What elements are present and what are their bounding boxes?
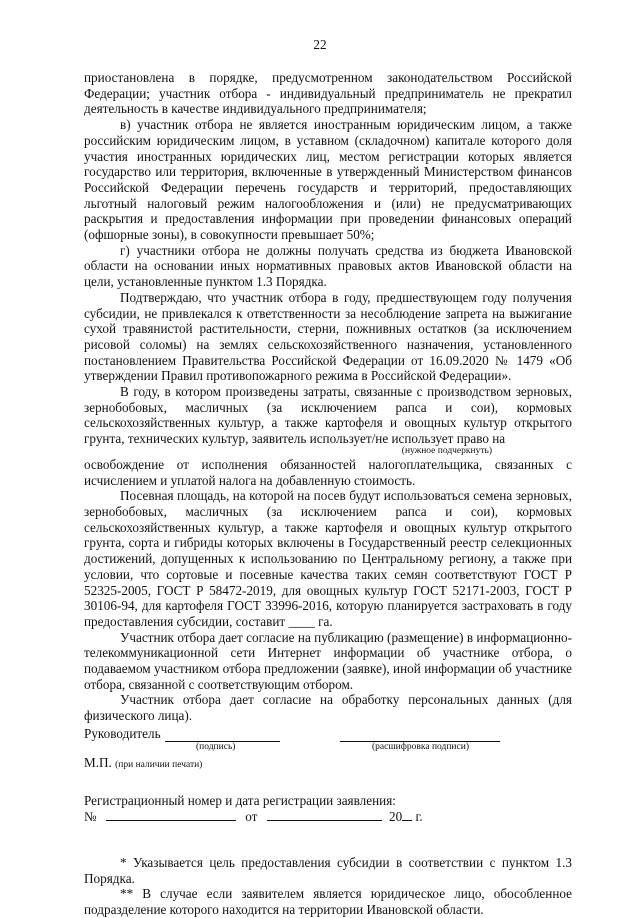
name-decode-line xyxy=(340,729,500,742)
paragraph-5-continued: освобождение от исполнения обязанностей налогоплательщика, связанных с исчислением и уплатой налога на добавленную стоимость. xyxy=(84,456,572,488)
page-number: 22 xyxy=(313,37,327,52)
registration-number-prefix: № xyxy=(84,809,97,825)
paragraph-8: Участник отбора дает согласие на обработку персональных данных (для физического лица). xyxy=(84,692,572,724)
underline-note: (нужное подчеркнуть) xyxy=(401,445,492,456)
seal-label: М.П. xyxy=(84,754,112,770)
signature-row xyxy=(84,726,572,742)
paragraph-2: в) участник отбора не является иностранным юридическим лицом, а также российским юридическим лицом, в уставном (складочном) капитале которого доля участия иностранных юридических лиц, местом регистрации которых является государство или территория, включенные в утвержденный Министерством финансов Российской Федерации перечень государств и территорий, предоставляющих льготный налоговый режим налогообложения и (или) не предусматривающих раскрытия и предоставления информации при проведении финансовых операций (офшорные зоны), в совокупности превышает 50%; xyxy=(84,117,572,243)
paragraph-7: Участник отбора дает согласие на публикацию (размещение) в информационно-телекоммуникационной сети Интернет информации об участнике отбора, о подаваемом участником отбора предложении (заявке), иной информации об участнике отбора, связанной с соответствующим отбором. xyxy=(84,629,572,692)
registration-title: Регистрационный номер и дата регистрации заявления: xyxy=(84,792,396,808)
document-body xyxy=(84,70,572,918)
registration-number-field xyxy=(106,808,236,821)
signature-captions xyxy=(84,742,572,754)
footnote-2: ** В случае если заявителем является юридическое лицо, обособленное подразделение которого находится на территории Ивановской области. xyxy=(84,886,572,918)
registration-line xyxy=(84,808,572,825)
registration-year-prefix: 20 xyxy=(388,809,403,825)
registration-year-field xyxy=(402,808,412,821)
seal-line xyxy=(84,755,572,771)
paragraph-4: Подтверждаю, что участник отбора в году, предшествующем году получения субсидии, не привлекался к ответственности за несоблюдение запрета на выжигание сухой травянистой растительности, стерни, пожнивных остатков (за исключением рисовой соломы) на землях сельскохозяйственного назначения, установленного постановлением Правительства Российской Федерации от 16.09.2020 № 1479 «Об утверждении Правил противопожарного режима в Российской Федерации». xyxy=(84,289,572,384)
decode-caption: (расшифровка подписи) xyxy=(372,741,469,752)
paragraph-6: Посевная площадь, на которой на посев будут использоваться семена зерновых, зернобобовых, масличных (за исключением рапса и сои), кормовых сельскохозяйственных культур, а также картофеля и овощных культур открытого грунта, сорта и гибриды которых включены в Государственный реестр селекционных достижений, допущенных к использованию по Центральному региону, а также при условии, что сортовые и посевные качества таких семян соответствуют ГОСТ Р 52325-2005, ГОСТ Р 58472-2019, для овощных культур ГОСТ 52171-2003, ГОСТ Р 30106-94, для картофеля ГОСТ 33996-2016, которую планируется застраховать в году предоставления субсидии, составит ____ га. xyxy=(84,488,572,629)
registration-from: от xyxy=(245,809,258,825)
registration-year-suffix: г. xyxy=(415,809,423,825)
sign-caption: (подпись) xyxy=(196,741,236,752)
seal-note: (при наличии печати) xyxy=(115,759,203,770)
head-label: Руководитель xyxy=(84,725,161,741)
paragraph-5: В году, в котором произведены затраты, связанные с производством зерновых, зернобобовых, масличных (за исключением рапса и сои), кормовых сельскохозяйственных культур, а также картофеля и овощных культур открытого грунта, технических культур, заявитель использует/не использует право на xyxy=(84,384,572,447)
registration-date-field xyxy=(267,808,382,821)
footnote-1: * Указывается цель предоставления субсидии в соответствии с пунктом 1.3 Порядка. xyxy=(84,854,572,886)
paragraph-3: г) участники отбора не должны получать средства из бюджета Ивановской области на основании иных нормативных правовых актов Ивановской области на цели, установленные пунктом 1.3 Порядка. xyxy=(84,242,572,290)
paragraph-1: приостановлена в порядке, предусмотренном законодательством Российской Федерации; участник отбора - индивидуальный предприниматель не прекратил деятельность в качестве индивидуального предпринимателя; xyxy=(84,70,572,117)
signature-line xyxy=(165,729,280,742)
